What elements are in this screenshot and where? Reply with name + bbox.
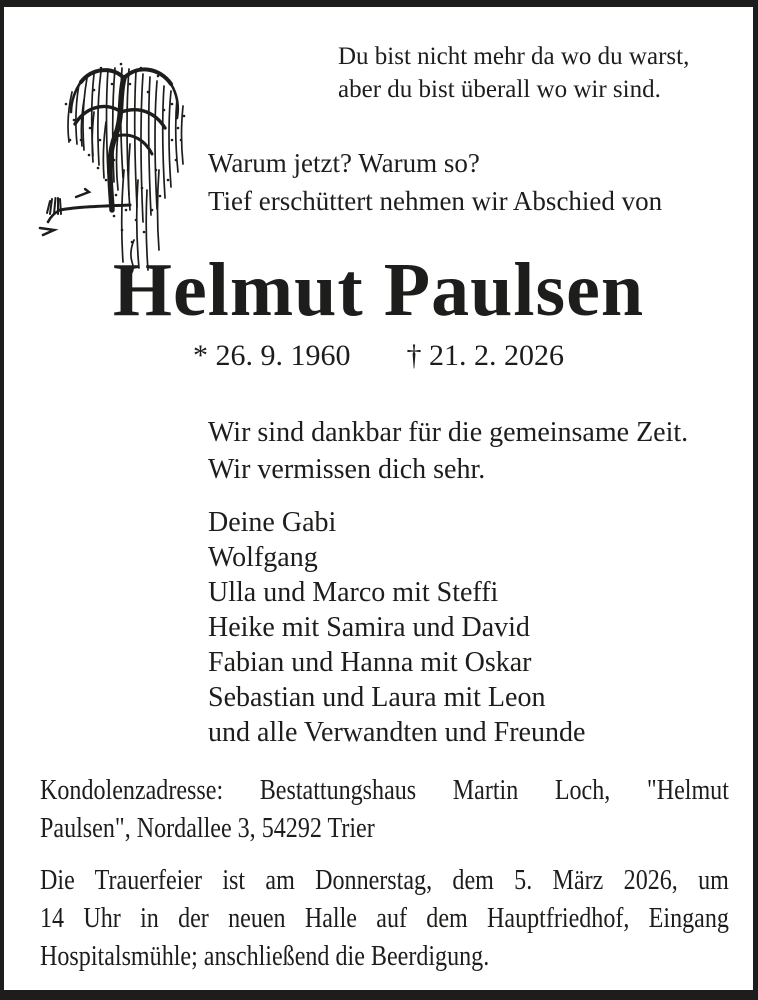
mourner-item: Sebastian und Laura mit Leon xyxy=(208,682,546,713)
intro-line: Warum jetzt? Warum so? xyxy=(208,148,480,178)
mourner-item: Deine Gabi xyxy=(208,507,337,538)
life-dates xyxy=(4,339,753,373)
death-date: † 21. 2. 2026 xyxy=(406,339,564,372)
tribute-text xyxy=(208,414,688,488)
mourner-item: Wolfgang xyxy=(208,542,318,573)
funeral-line: Hospitalsmühle; anschließend die Beerdigung. xyxy=(40,940,490,972)
mourner-item: Heike mit Samira und David xyxy=(208,612,530,643)
epigraph-line: aber du bist überall wo wir sind. xyxy=(338,76,661,103)
condolence-line: Paulsen", Nordallee 3, 54292 Trier xyxy=(40,812,375,844)
mourner-item: Fabian und Hanna mit Oskar xyxy=(208,647,532,678)
intro-line: Tief erschüttert nehmen wir Abschied von xyxy=(208,186,663,216)
weeping-willow-drawing-icon xyxy=(26,20,206,280)
funeral-line: Die Trauerfeier ist am Donnerstag, dem 5. März 2026, um xyxy=(40,864,729,896)
tribute-line: Wir sind dankbar für die gemeinsame Zeit. xyxy=(208,417,689,448)
funeral-line: 14 Uhr in der neuen Halle auf dem Hauptfriedhof, Eingang xyxy=(40,902,729,934)
condolence-address xyxy=(40,771,729,847)
epigraph xyxy=(338,40,689,106)
mourner-list xyxy=(208,505,585,750)
tribute-line: Wir vermissen dich sehr. xyxy=(208,454,486,485)
deceased-name: Helmut Paulsen xyxy=(112,248,645,332)
funeral-info xyxy=(40,861,729,975)
mourner-item: und alle Verwandten und Freunde xyxy=(208,717,586,748)
birth-date: * 26. 9. 1960 xyxy=(193,339,351,372)
mourner-item: Ulla und Marco mit Steffi xyxy=(208,577,499,608)
intro-text xyxy=(208,144,662,220)
epigraph-line: Du bist nicht mehr da wo du warst, xyxy=(338,43,690,70)
condolence-line: Kondolenzadresse: Bestattungshaus Martin Loch, "Helmut xyxy=(40,774,729,806)
